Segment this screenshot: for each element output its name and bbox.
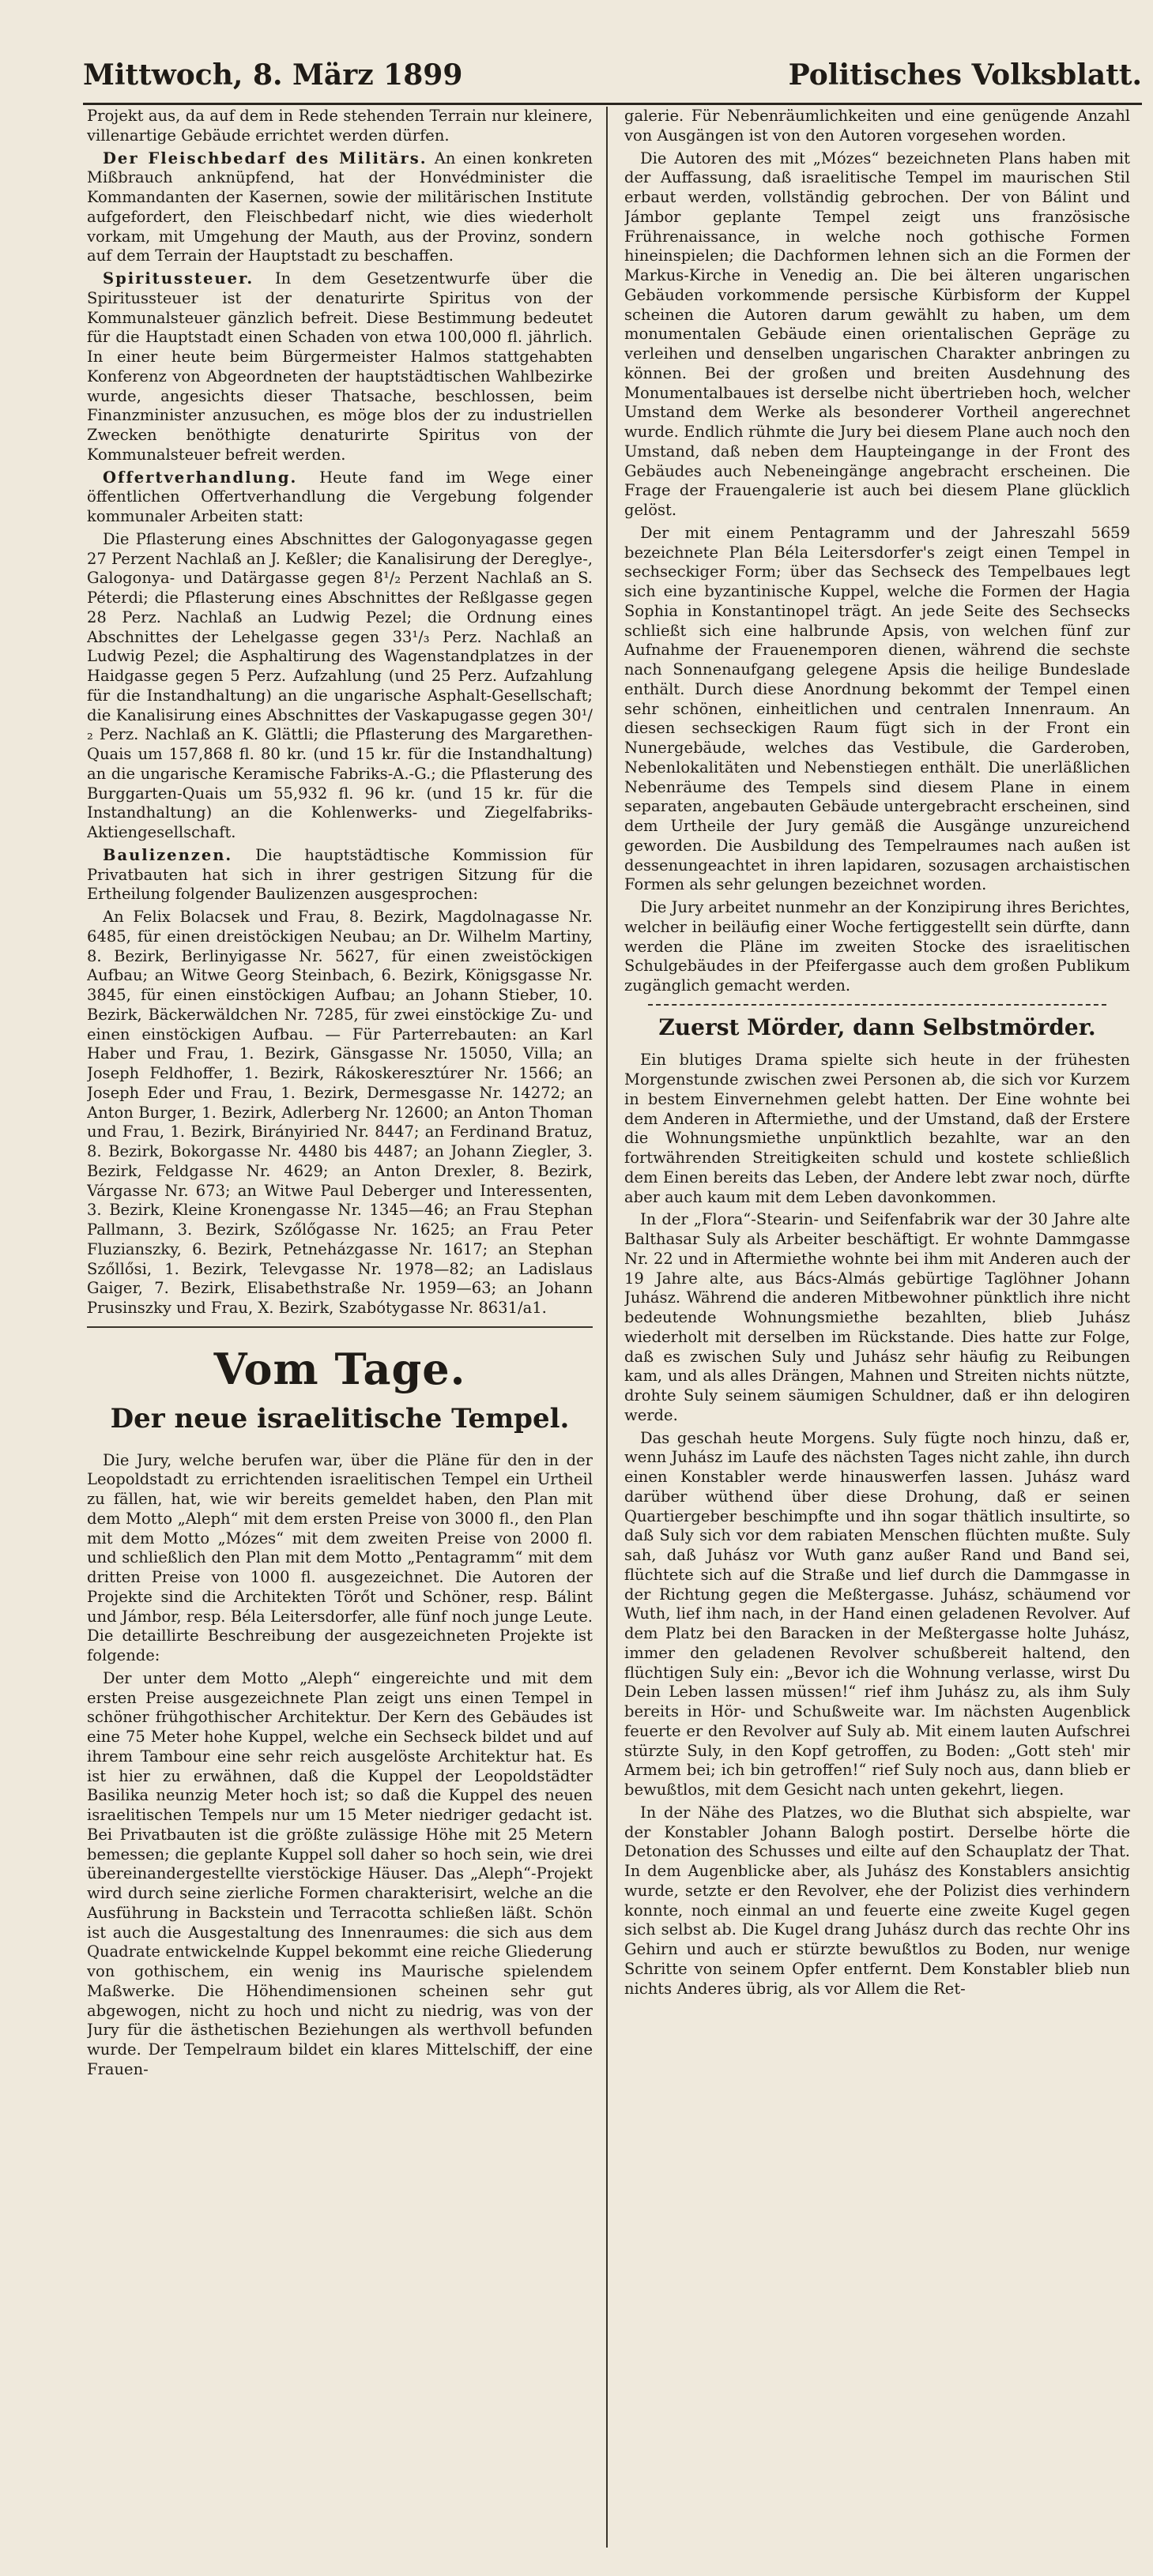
column-divider xyxy=(606,107,608,2548)
article-text: Projekt aus, da auf dem in Rede stehenden Terrain nur kleinere, villenartige Gebäude errichtet werden dürfen. xyxy=(87,107,593,145)
article-text: Die Autoren des mit „Mózes“ bezeichneten Plans haben mit der Auffassung, daß israelitische Tempel im maurischen Stil erbaut werden, vollständig gebrochen. Der von Bálint und Jámbor geplante Tempel zeigt uns französische Frührenaissance, in welche noch gothische Formen hineinspielen; die Dachformen lehnen sich an die Formen der Markus-Kirche in Venedig an. Die bei älteren ungarischen Gebäuden vorkommende persische Kürbisform der Kuppel scheinen die Autoren darum gewählt zu haben, um dem monumentalen Gebäude einen orientalischen Gepräge zu verleihen und denselben ungarischen Charakter anbringen zu können. Bei der großen und breiten Ausdehnung des Monumentalbaues ist derselbe nicht übertrieben hoch, welcher Umstand dem Werke als besonderer Vortheil angerechnet wurde. Endlich rühmte die Jury bei diesem Plane auch noch den Umstand, daß neben dem Haupteingange in der Front des Gebäudes auch Nebeneingänge angebracht erscheinen. Die Frage der Frauengalerie ist auch bei diesem Plane glücklich gelöst. xyxy=(624,149,1130,519)
news-item xyxy=(87,149,593,267)
article-divider xyxy=(648,1004,1106,1006)
left-column xyxy=(87,107,593,2548)
article-text: Ein blutiges Drama spielte sich heute in der frühesten Morgenstunde zwischen zwei Personen ab, die sich vor Kurzem in bestem Einvernehmen gelebt hatten. Der Eine wohnte bei dem Anderen in Aftermiethe, und der Umstand, daß der Erstere die Wohnungsmiethe unpünktlich bezahlte, war an den fortwährenden Streitigkeiten schuld und kostete schließlich dem Einen bereits das Leben, der Andere lebt zwar noch, dürfte aber auch kaum mit dem Leben davonkommen. xyxy=(624,1051,1130,1206)
section-title: Vom Tage. xyxy=(213,1343,466,1394)
article-text: Das geschah heute Morgens. Suly fügte noch hinzu, daß er, wenn Juhász im Laufe des nächsten Tages nicht zahle, ihn durch einen Konstabler werde hinauswerfen lassen. Juhász ward darüber wüthend über diese Drohung, daß er seinen Quartiergeber beschimpfte und ihn sogar thätlich insultirte, so daß Suly sich vor dem rabiaten Menschen flüchten mußte. Suly sah, daß Juhász vor Wuth ganz außer Rand und Band sei, flüchtete sich auf die Straße und lief durch die Dammgasse in der Richtung gegen die Meßtergasse. Juhász, schäumend vor Wuth, lief ihm nach, in der Hand einen geladenen Revolver. Auf dem Platz bei den Baracken in der Meßtergasse holte Juhász, immer den geladenen Revolver schußbereit haltend, den flüchtigen Suly ein: „Bevor ich die Wohnung verlasse, wirst Du Dein Leben lassen müssen!“ rief ihm Juhász zu, als ihm Suly bereits in Hör- und Schußweite war. Im nächsten Augenblick feuerte er den Revolver auf Suly ab. Mit einem lauten Aufschrei stürzte Suly, in den Kopf getroffen, zu Boden: „Gott steh' mir Armem bei; ich bin getroffen!“ rief Suly noch aus, dann blieb er bewußtlos, mit dem Gesicht nach unten gekehrt, liegen. xyxy=(624,1428,1130,1799)
issue-date: Mittwoch, 8. März 1899 xyxy=(83,58,463,92)
news-item xyxy=(87,468,593,527)
page-header xyxy=(83,47,1142,105)
article-text: Der mit einem Pentagramm und der Jahreszahl 5659 bezeichnete Plan Béla Leitersdorfer's zeigt einen Tempel in sechseckiger Form; über das Sechseck des Tempelbaues legt sich eine byzantinische Kuppel, welche die Formen der Hagia Sophia in Konstantinopel trägt. An jede Seite des Sechsecks schließt sich eine halbrunde Apsis, von welchen fünf zur Aufnahme der Frauenemporen dienen, während die sechste nach Sonnenaufgang gelegene Apsis die heilige Bundeslade enthält. Durch diese Anordnung bekommt der Tempel einen sehr schönen, einheitlichen und centralen Innenraum. An diesen sechseckigen Raum fügt sich in der Front ein Nunergebäude, welches das Vestibule, die Garderoben, Nebenlokalitäten und Nebenstiegen enthält. Die unerläßlichen Nebenräume des Tempels sind diesem Plane in einem separaten, angebauten Gebäude untergebracht erscheinen, sind dem Urtheile der Jury gemäß die Ausgänge unzureichend geworden. Die Ausbildung des Tempelraumes nach außen ist dessenungeachtet in ihren lapidaren, sozusagen archaistischen Formen als sehr gelungen bezeichnet worden. xyxy=(624,523,1130,894)
newspaper-title: Politisches Volksblatt. xyxy=(788,58,1142,92)
article-text: Der unter dem Motto „Aleph“ eingereichte und mit dem ersten Preise ausgezeichnete Plan zeigt uns einen Tempel in schöner frühgothischer Architektur. Der Kern des Gebäudes ist eine 75 Meter hohe Kuppel, welche ein Sechseck bildet und auf ihrem Tambour eine sehr reich ausgelöste Architektur hat. Es ist hier zu erwähnen, daß die Kuppel der Leopoldstädter Basilika neunzig Meter hoch ist; so daß die Kuppel des neuen israelitischen Tempels nur um 15 Meter niedriger gedacht ist. Bei Privatbauten ist die größte zulässige Höhe mit 25 Metern bemessen; die geplante Kuppel soll daher so hoch sein, wie drei übereinandergestellte vierstöckige Häuser. Das „Aleph“-Projekt wird durch seine zierliche Formen charakterisirt, welche an die Ausführung in Backstein und Terracotta schließen läßt. Schön ist auch die Ausgestaltung des Innenraumes: die sich aus dem Quadrate entwickelnde Kuppel bekommt eine reiche Gliederung von gothischem, ein wenig ins Maurische spielendem Maßwerke. Die Höhendimensionen scheinen sehr gut abgewogen, nicht zu hoch und nicht zu niedrig, was von der Jury für die ästhetischen Beziehungen als werthvoll befunden wurde. Der Tempelraum bildet ein klares Mittelschiff, der eine Frauen- xyxy=(87,1668,593,2078)
right-column xyxy=(624,107,1130,2548)
news-item xyxy=(87,846,593,904)
article-text: Heute fand im Wege einer öffentlichen Offertverhandlung die Vergebung folgender kommunaler Arbeiten statt: xyxy=(87,468,593,525)
article-text: An Felix Bolacsek und Frau, 8. Bezirk, Magdolnagasse Nr. 6485, für einen dreistöckigen Neubau; an Dr. Wilhelm Martiny, 8. Bezirk, Berlinyigasse Nr. 5627, für einen zweistöckigen Aufbau; an Witwe Georg Steinbach, 6. Bezirk, Königsgasse Nr. 3845, für einen einstöckigen Aufbau; an Johann Stieber, 10. Bezirk, Bäckerwäldchen Nr. 7285, für zwei einstöckige Zu- und einen einstöckigen Aufbau. — Für Parterrebauten: an Karl Haber und Frau, 1. Bezirk, Gänsgasse Nr. 15050, Villa; an Joseph Feldhoffer, 1. Bezirk, Rákoskeresztúrer Nr. 1566; an Joseph Eder und Frau, 1. Bezirk, Dermesgasse Nr. 14272; an Anton Burger, 1. Bezirk, Adlerberg Nr. 12600; an Anton Thoman und Frau, 1. Bezirk, Birányiried Nr. 8447; an Ferdinand Bratuz, 8. Bezirk, Bokorgasse Nr. 4480 bis 4487; an Johann Ziegler, 3. Bezirk, Feldgasse Nr. 4629; an Anton Drexler, 8. Bezirk, Várgasse Nr. 673; an Witwe Paul Deberger und Interessenten, 3. Bezirk, Kleine Kronengasse Nr. 1345—46; an Frau Stephan Pallmann, 3. Bezirk, Szőlőgasse Nr. 1625; an Frau Peter Fluzianszky, 6. Bezirk, Petneházgasse Nr. 1617; an Stephan Szőllősi, 1. Bezirk, Televgasse Nr. 1978—82; an Ladislaus Gaiger, 7. Bezirk, Elisabethstraße Nr. 1959—63; an Johann Prusinszky und Frau, X. Bezirk, Szabótygasse Nr. 8631/a1. xyxy=(87,908,593,1317)
article-text: Die Jury arbeitet nunmehr an der Konzipirung ihres Berichtes, welcher in beiläufig einer Woche fertiggestellt sein dürfte, dann werden die Pläne im zweiten Stocke des israelitischen Schulgebäudes in der Pfeifergasse auch dem großen Publikum zugänglich gemacht werden. xyxy=(624,898,1130,995)
section-heading: Der Fleischbedarf des Militärs. xyxy=(103,149,428,167)
section-heading: Offertverhandlung. xyxy=(103,468,298,487)
article-headline: Der neue israelitische Tempel. xyxy=(110,1403,570,1435)
article-text: Die Jury, welche berufen war, über die Pläne für den in der Leopoldstadt zu errichtenden israelitischen Tempel ein Urtheil zu fällen, hat, wie wir bereits gemeldet haben, den Plan mit dem Motto „Aleph“ mit dem ersten Preise von 3000 fl., den Plan mit dem Motto „Mózes“ mit dem zweiten Preise von 2000 fl. und schließlich den Plan mit dem Motto „Pentagramm“ mit dem dritten Preise von 1000 fl. ausgezeichnet. Die Autoren der Projekte sind die Architekten Törőt und Schöner, resp. Bálint und Jámbor, resp. Béla Leitersdorfer, alle fünf noch junge Leute. Die detaillirte Beschreibung der ausgezeichneten Projekte ist folgende: xyxy=(87,1450,593,1664)
article-text: An einen konkreten Mißbrauch anknüpfend, hat der Honvédminister die Kommandanten der Kasernen, sowie der militärischen Institute aufgefordert, den Fleischbedarf nicht, wie dies wiederholt vorkam, mit Umgehung der Mauth, aus der Provinz, sondern auf dem Terrain der Hauptstadt zu beschaffen. xyxy=(87,149,593,265)
article-text: In dem Gesetzentwurfe über die Spiritussteuer ist der denaturirte Spiritus von der Kommunalsteuer gänzlich befreit. Diese Bestimmung bedeutet für die Hauptstadt einen Schaden von etwa 100,000 fl. jährlich. In einer heute beim Bürgermeister Halmos stattgehabten Konferenz von Abgeordneten der hauptstädtischen Wahlbezirke wurde, angesichts dieser Thatsache, beschlossen, beim Finanzminister anzusuchen, es möge blos der zu industriellen Zwecken benöthigte denaturirte Spiritus von der Kommunalsteuer befreit werden. xyxy=(87,269,593,464)
section-heading: Baulizenzen. xyxy=(103,845,233,864)
article-text: Die Pflasterung eines Abschnittes der Galogonyagasse gegen 27 Perzent Nachlaß an J. Keßler; die Kanalisirung der Dereglye-, Galogonya- und Datärgasse gegen 8¹/₂ Perzent Nachlaß an S. Péterdi; die Pflasterung eines Abschnittes der Reßlgasse gegen 28 Perz. Nachlaß an Ludwig Pezel; die Ordnung eines Abschnittes der Lehelgasse gegen 33¹/₃ Perz. Nachlaß an Ludwig Pezel; die Asphaltirung des Wagenstandplatzes in der Haidgasse gegen 5 Perz. Aufzahlung (und 25 Perz. Aufzahlung für die Instandhaltung) an die ungarische Asphalt-Gesellschaft; die Kanalisirung eines Abschnittes der Vaskapugasse gegen 30¹/₂ Perz. Nachlaß an K. Glättli; die Pflasterung des Margarethen-Quais um 157,868 fl. 80 kr. (und 15 kr. für die Instandhaltung) an die ungarische Keramische Fabriks-A.-G.; die Pflasterung des Burggarten-Quais um 55,932 fl. 96 kr. (und 15 kr. für die Instandhaltung) an die Kohlenwerks- und Ziegelfabriks-Aktiengesellschaft. xyxy=(87,529,593,841)
article-text: In der Nähe des Platzes, wo die Bluthat sich abspielte, war der Konstabler Johann Balogh postirt. Derselbe hörte die Detonation des Schusses und eilte auf den Schauplatz der That. In dem Augenblicke aber, als Juhász des Konstablers ansichtig wurde, setzte er den Revolver, ehe der Polizist dies verhindern konnte, noch einmal an und feuerte eine zweite Kugel gegen sich selbst ab. Die Kugel drang Juhász durch das rechte Ohr ins Gehirn und auch er stürzte bewußtlos zu Boden, nur wenige Schritte von seinem Opfer entfernt. Dem Konstabler blieb nun nichts Anderes übrig, als vor Allem die Ret- xyxy=(624,1803,1130,1998)
article-headline: Zuerst Mörder, dann Selbstmörder. xyxy=(658,1013,1096,1040)
article-text: galerie. Für Nebenräumlichkeiten und eine genügende Anzahl von Ausgängen ist von den Autoren vorgesehen worden. xyxy=(624,107,1130,145)
section-heading: Spiritussteuer. xyxy=(103,269,254,288)
article-text: Die hauptstädtische Kommission für Privatbauten hat sich in ihrer gestrigen Sitzung für die Ertheilung folgender Baulizenzen ausgesprochen: xyxy=(87,845,593,904)
article-text: In der „Flora“-Stearin- und Seifenfabrik war der 30 Jahre alte Balthasar Suly als Arbeiter beschäftigt. Er wohnte Dammgasse Nr. 22 und in Aftermiethe wohnte bei ihm mit Anderen auch der 19 Jahre alte, aus Bács-Almás gebürtige Taglöhner Johann Juhász. Während die anderen Mitbewohner pünktlich ihre nicht bedeutende Wohnungsmiethe bezahlten, blieb Juhász wiederholt mit derselben im Rückstande. Dies hatte zur Folge, daß es zwischen Suly und Juhász sehr häufig zu Reibungen kam, und als alles Drängen, Mahnen und Streiten nichts nützte, drohte Suly seinem säumigen Schuldner, daß er ihn delogiren werde. xyxy=(624,1210,1130,1424)
section-divider xyxy=(87,1326,593,1328)
news-item xyxy=(87,269,593,465)
